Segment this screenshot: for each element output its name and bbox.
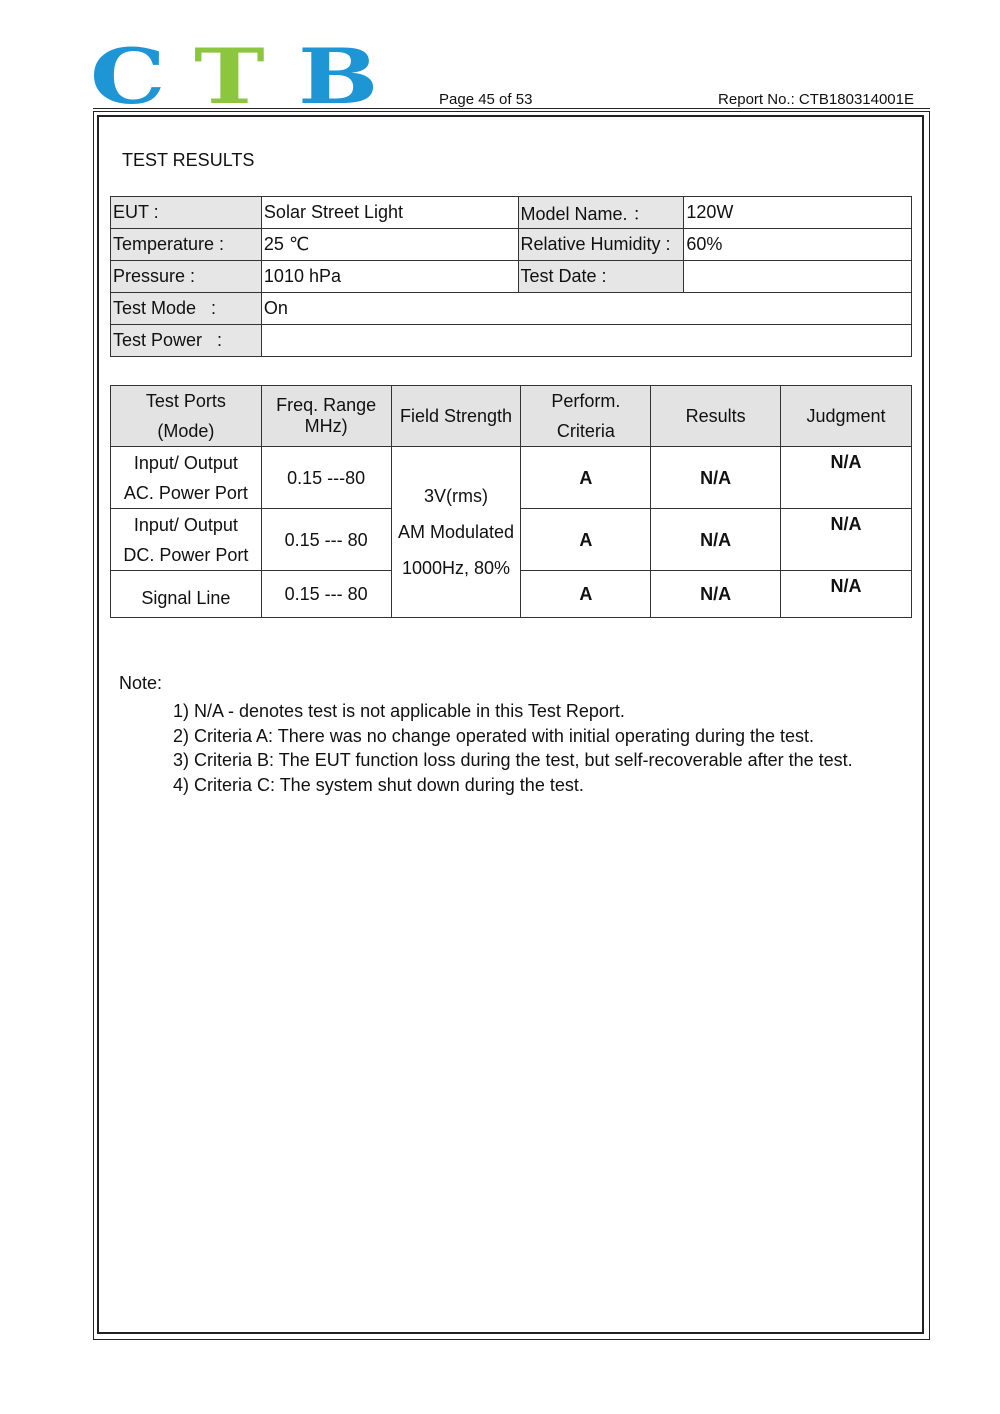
result-cell: N/A	[651, 509, 781, 571]
judgment-cell: N/A	[781, 571, 912, 618]
header-results: Results	[651, 386, 781, 447]
header-text: MHz)	[304, 416, 348, 436]
test-info-table	[110, 196, 912, 357]
result-cell: N/A	[651, 571, 781, 618]
test-date-label: Test Date :	[518, 261, 684, 293]
page-number: Page 45 of 53	[439, 91, 533, 108]
note-item: 1) N/A - denotes test is not applicable in this Test Report.	[173, 701, 625, 721]
info-row	[111, 293, 912, 325]
header-perform-criteria	[521, 386, 651, 447]
pressure-value: 1010 hPa	[261, 261, 518, 293]
table-row	[111, 447, 912, 509]
humidity-label: Relative Humidity :	[518, 229, 684, 261]
test-port-cell	[111, 509, 262, 571]
port-text: Input/ Output	[133, 514, 238, 535]
info-row	[111, 325, 912, 357]
header-test-ports	[111, 386, 262, 447]
header-divider	[93, 108, 930, 109]
page-title: TEST RESULTS	[122, 150, 255, 170]
test-port-cell	[111, 447, 262, 509]
eut-value: Solar Street Light	[261, 197, 518, 229]
info-row	[111, 261, 912, 293]
logo-letter-b: B	[298, 32, 379, 121]
model-value: 120W	[684, 197, 912, 229]
temperature-label: Temperature :	[111, 229, 262, 261]
test-mode-label: Test Mode :	[111, 293, 262, 325]
header-freq-range	[261, 386, 391, 447]
judgment-cell: N/A	[781, 447, 912, 509]
judgment-cell: N/A	[781, 509, 912, 571]
field-strength-line: 3V(rms)	[423, 486, 488, 506]
ctb-logo	[90, 32, 379, 121]
criteria-cell: A	[521, 571, 651, 618]
result-cell: N/A	[651, 447, 781, 509]
header-text: Criteria	[556, 421, 615, 441]
logo-letter-t: T	[194, 32, 265, 121]
test-power-label: Test Power :	[111, 325, 262, 357]
criteria-cell: A	[521, 447, 651, 509]
note-list	[173, 699, 853, 797]
note-item: 2) Criteria A: There was no change operated with initial operating during the test.	[173, 725, 815, 746]
port-text: DC. Power Port	[123, 544, 249, 565]
humidity-value: 60%	[684, 229, 912, 261]
note-label: Note:	[119, 673, 163, 693]
port-text: Input/ Output	[133, 452, 238, 473]
port-text: AC. Power Port	[123, 482, 248, 503]
test-port-cell	[111, 571, 262, 618]
note-item: 4) Criteria C: The system shut down during the test.	[173, 774, 584, 795]
header-judgment: Judgment	[781, 386, 912, 447]
report-number: Report No.: CTB180314001E	[718, 91, 914, 108]
header-text: Test Ports	[145, 391, 226, 411]
temperature-value: 25 ℃	[261, 229, 518, 261]
freq-cell: 0.15 ---80	[261, 447, 391, 509]
note-item: 3) Criteria B: The EUT function loss during the test, but self-recoverable after the test.	[173, 750, 853, 770]
freq-cell: 0.15 --- 80	[261, 571, 391, 618]
test-date-value	[684, 261, 912, 293]
eut-label: EUT :	[111, 197, 262, 229]
field-strength-cell	[391, 447, 521, 618]
test-mode-value: On	[261, 293, 911, 325]
header-field-strength: Field Strength	[391, 386, 521, 447]
header-text: Perform.	[551, 391, 621, 411]
header-text: Freq. Range	[276, 395, 377, 415]
results-table	[110, 385, 912, 618]
test-power-value	[261, 325, 911, 357]
field-strength-line: 1000Hz, 80%	[401, 558, 511, 578]
model-label: Model Name. ：	[518, 197, 684, 229]
criteria-cell: A	[521, 509, 651, 571]
info-row	[111, 197, 912, 229]
pressure-label: Pressure :	[111, 261, 262, 293]
port-text: Signal Line	[141, 588, 231, 608]
freq-cell: 0.15 --- 80	[261, 509, 391, 571]
results-header-row	[111, 386, 912, 447]
field-strength-line: AM Modulated	[397, 522, 515, 542]
header-text: (Mode)	[157, 421, 215, 441]
info-row	[111, 229, 912, 261]
logo-letter-c: C	[90, 32, 166, 121]
